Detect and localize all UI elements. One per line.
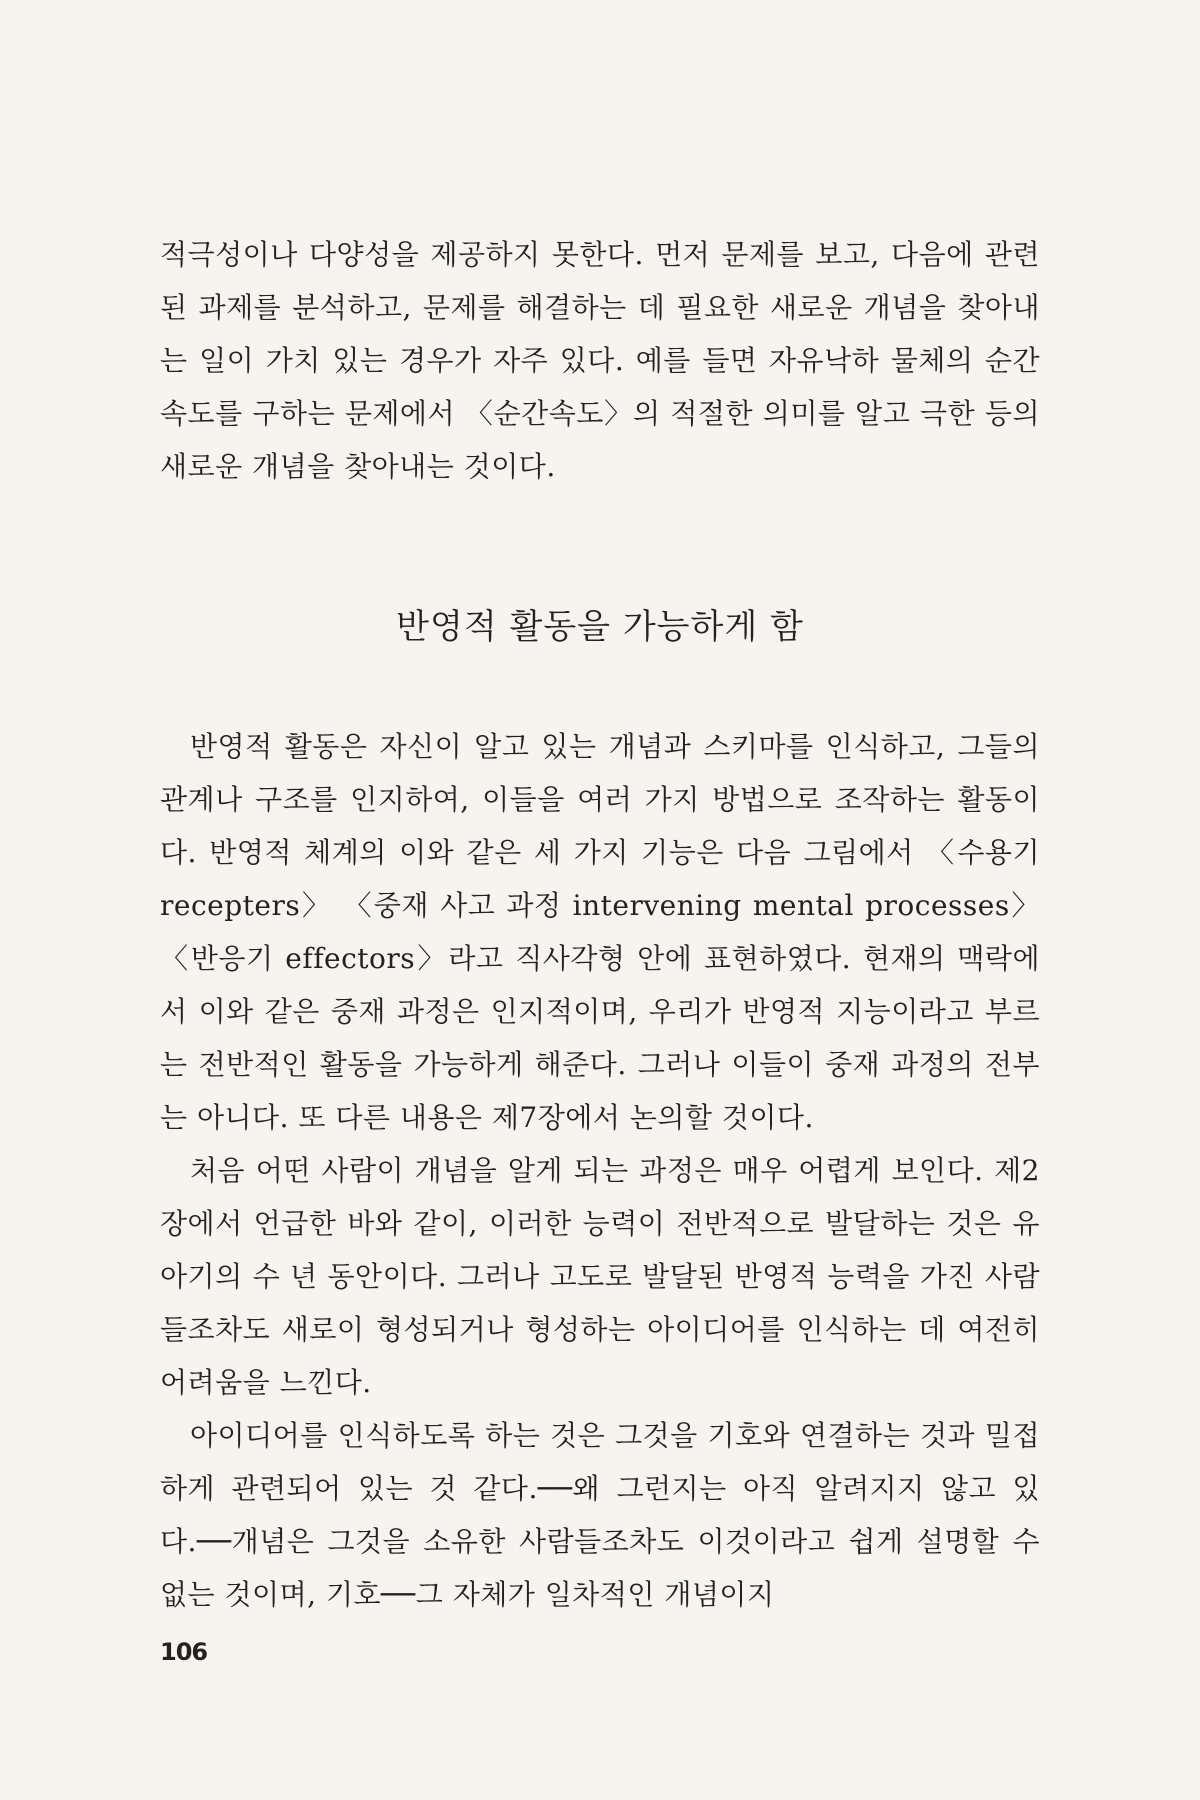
section-heading: 반영적 활동을 가능하게 함	[396, 607, 804, 647]
body-paragraph: 아이디어를 인식하도록 하는 것은 그것을 기호와 연결하는 것과 밀접하게 관련되어 있는 것 같다.──왜 그런지는 아직 알려지지 않고 있다.──개념은 그것을 소유한 사람들조차도 이것이라고 쉽게 설명할 수 없는 것이며, 기호──그 자체가 일차적인 개념이지	[160, 1419, 1040, 1611]
body-paragraph: 반영적 활동은 자신이 알고 있는 개념과 스키마를 인식하고, 그들의 관계나 구조를 인지하여, 이들을 여러 가지 방법으로 조작하는 활동이다. 반영적 체계의 이와 같은 세 가지 기능은 다음 그림에서 〈수용기 recepters〉 〈중재 사고 과정 intervening mental processes〉 〈반응기 effectors〉라고 직사각형 안에 표현하였다. 현재의 맥락에서 이와 같은 중재 과정은 인지적이며, 우리가 반영적 지능이라고 부르는 전반적인 활동을 가능하게 해준다. 그러나 이들이 중재 과정의 전부는 아니다. 또 다른 내용은 제7장에서 논의할 것이다.	[160, 730, 1040, 1134]
body-paragraph: 처음 어떤 사람이 개념을 알게 되는 과정은 매우 어렵게 보인다. 제2장에서 언급한 바와 같이, 이러한 능력이 전반적으로 발달하는 것은 유아기의 수 년 동안이다. 그러나 고도로 발달된 반영적 능력을 가진 사람들조차도 새로이 형성되거나 형성하는 아이디어를 인식하는 데 여전히 어려움을 느낀다.	[160, 1154, 1040, 1399]
intro-paragraph: 적극성이나 다양성을 제공하지 못한다. 먼저 문제를 보고, 다음에 관련된 과제를 분석하고, 문제를 해결하는 데 필요한 새로운 개념을 찾아내는 일이 가치 있는 경우가 자주 있다. 예를 들면 자유낙하 물체의 순간속도를 구하는 문제에서 〈순간속도〉의 적절한 의미를 알고 극한 등의 새로운 개념을 찾아내는 것이다.	[160, 238, 1040, 483]
page-number: 106	[160, 1638, 208, 1666]
page-content	[160, 228, 1040, 1621]
